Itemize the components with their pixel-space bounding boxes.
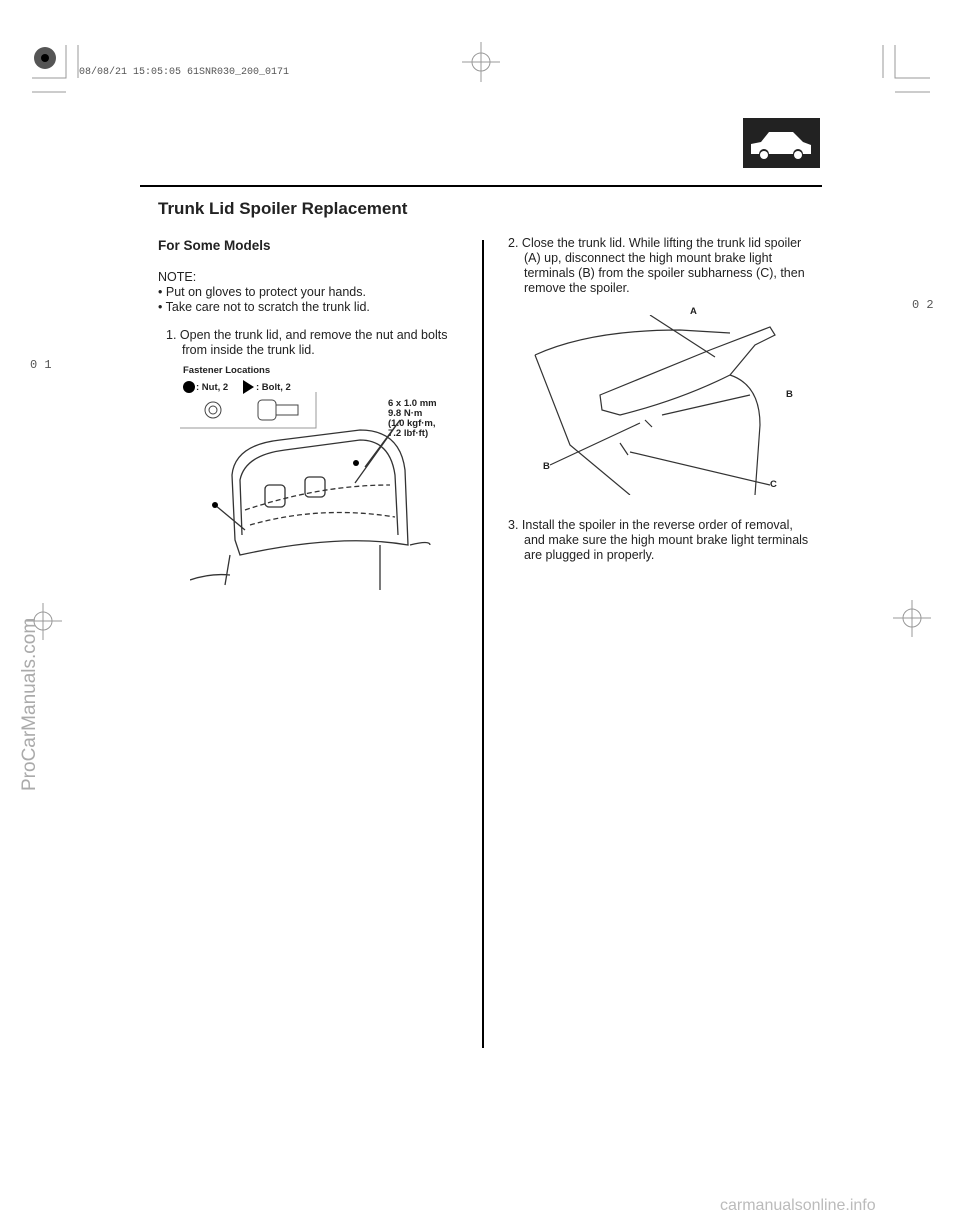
- trunk-lid-illustration: [190, 405, 440, 595]
- print-stamp: 08/08/21 15:05:05 61SNR030_200_0171: [79, 67, 290, 78]
- label-c: C: [770, 479, 777, 490]
- step-3: 3. Install the spoiler in the reverse order of removal, and make sure the high mount brake light terminals are plugged in properly.: [508, 518, 809, 562]
- bolt-legend: : Bolt, 2: [256, 382, 291, 393]
- label-b: B: [543, 461, 550, 472]
- column-divider: [482, 240, 484, 1048]
- step-1: 1. Open the trunk lid, and remove the nut and bolts from inside the trunk lid.: [166, 328, 448, 357]
- spoiler-illustration: [530, 315, 790, 495]
- nut-legend: : Nut, 2: [196, 382, 229, 393]
- watermark-bottom: carmanualsonline.info: [720, 1197, 876, 1214]
- watermark-left: ProCarManuals.com: [19, 617, 40, 791]
- page-title: Trunk Lid Spoiler Replacement: [158, 199, 408, 218]
- label-b: B: [786, 389, 793, 400]
- note-item: • Put on gloves to protect your hands.: [158, 285, 366, 299]
- note-item: • Take care not to scratch the trunk lid.: [158, 300, 370, 314]
- torque-spec: 6 x 1.0 mm 9.8 N·m (1.0 kgf·m, 7.2 lbf·ft): [388, 398, 437, 439]
- section-subtitle: For Some Models: [158, 238, 271, 253]
- margin-mark-right: 0 2: [912, 298, 934, 312]
- step-2: 2. Close the trunk lid. While lifting the trunk lid spoiler (A) up, disconnect the high mount brake light terminals (B) from the spoiler subharness (C), then remove the spoiler.: [508, 236, 805, 295]
- label-a: A: [690, 306, 697, 317]
- figure-caption: Fastener Locations: [183, 365, 271, 376]
- header-rule: [140, 185, 822, 187]
- note-label: NOTE:: [158, 270, 197, 284]
- margin-mark-left: 0 1: [30, 358, 52, 372]
- section-car-icon: [743, 118, 820, 168]
